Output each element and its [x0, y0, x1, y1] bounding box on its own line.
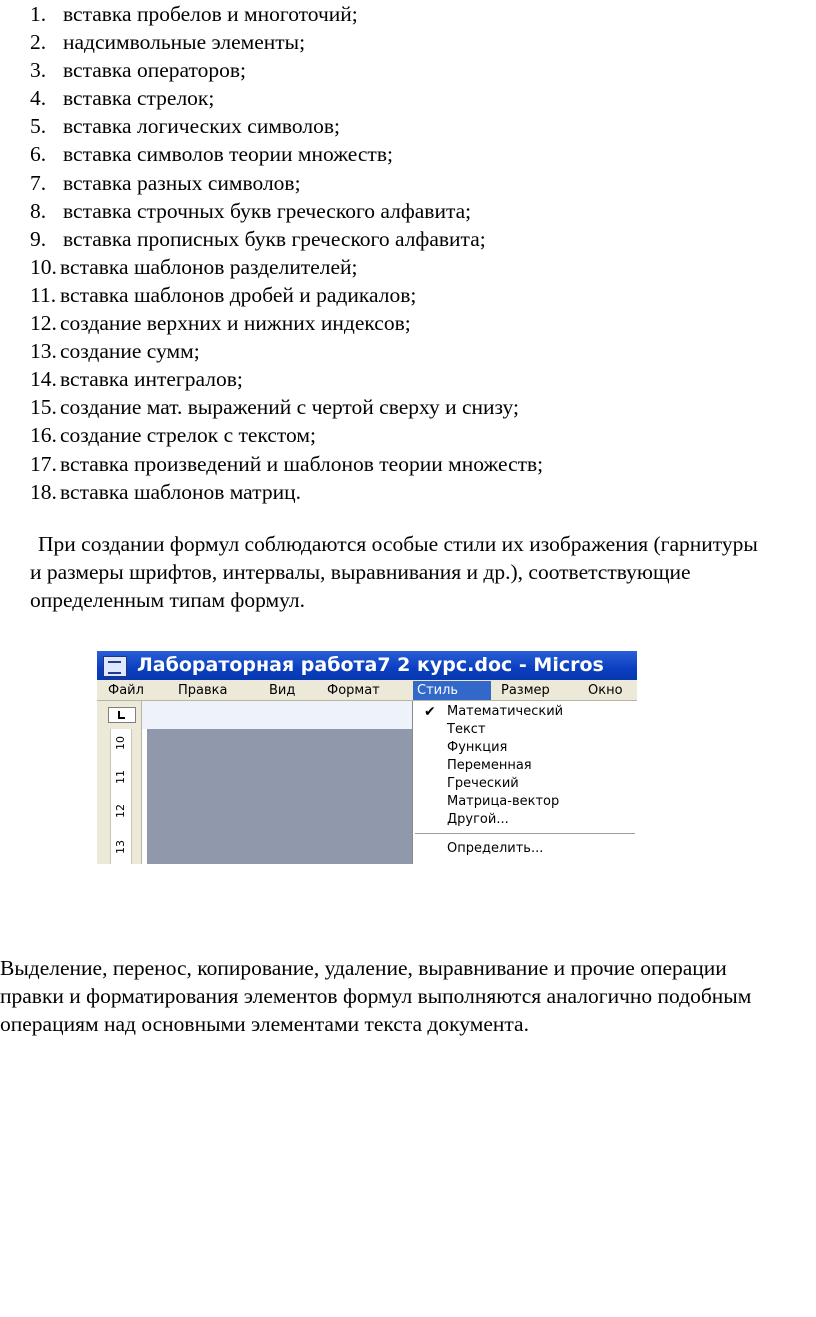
ruler-label: 10 — [114, 736, 127, 750]
list-text: вставка операторов; — [63, 58, 246, 83]
menu-option-greek[interactable]: Греческий — [447, 776, 519, 791]
menu-format[interactable]: Формат — [327, 683, 380, 698]
list-item — [30, 478, 543, 506]
menu-edit[interactable]: Правка — [178, 683, 228, 698]
list-number: 4. — [30, 86, 47, 111]
workspace-area — [147, 729, 412, 864]
list-item — [30, 84, 543, 112]
list-number: 2. — [30, 30, 47, 55]
list-number: 17. — [30, 451, 57, 476]
menu-option-variable[interactable]: Переменная — [447, 758, 532, 773]
list-number: 7. — [30, 170, 47, 195]
list-item — [30, 56, 543, 84]
list-number: 14. — [30, 367, 57, 392]
window-title-bar — [97, 651, 637, 680]
list-text: вставка символов теории множеств; — [63, 142, 393, 167]
list-number: 1. — [30, 2, 47, 26]
menu-style[interactable]: Стиль — [413, 681, 491, 700]
checkmark-icon: ✔ — [424, 704, 436, 720]
ruler-label: 11 — [114, 770, 127, 784]
vertical-ruler — [97, 701, 142, 864]
list-item — [30, 112, 543, 140]
list-number: 8. — [30, 198, 47, 223]
list-text: создание сумм; — [60, 339, 200, 364]
list-number: 15. — [30, 395, 57, 420]
window-title: Лабораторная работа7 2 курс.doc - Micros — [137, 654, 604, 676]
list-number: 5. — [30, 114, 47, 139]
list-number: 16. — [30, 423, 57, 448]
menu-file[interactable]: Файл — [108, 683, 144, 698]
list-text: вставка интегралов; — [60, 367, 243, 392]
word-document-icon — [103, 656, 127, 677]
list-text: вставка строчных букв греческого алфавита; — [63, 198, 472, 223]
list-text: вставка шаблонов разделителей; — [60, 254, 358, 279]
menu-option-text[interactable]: Текст — [447, 722, 486, 737]
list-number: 6. — [30, 142, 47, 167]
list-item — [30, 450, 543, 478]
list-number: 11. — [30, 282, 57, 307]
list-item — [30, 365, 543, 393]
list-text: вставка произведений и шаблонов теории множеств; — [60, 451, 544, 476]
ruler-scale — [110, 729, 132, 864]
list-text: создание стрелок с текстом; — [60, 423, 316, 448]
list-number: 13. — [30, 339, 57, 364]
list-number: 10. — [30, 254, 57, 279]
list-item — [30, 169, 543, 197]
list-number: 12. — [30, 311, 57, 336]
list-number: 9. — [30, 226, 47, 251]
editing-paragraph: Выделение, перенос, копирование, удаление, выравнивание и прочие операции правки и форматирования элементов формул выполняются аналогично подобным операциям над основными элементами текста документа. — [0, 956, 752, 1036]
menu-option-matrix-vector[interactable]: Матрица-вектор — [447, 794, 560, 809]
menu-separator — [415, 833, 635, 834]
list-number: 3. — [30, 58, 47, 83]
list-item — [30, 253, 543, 281]
list-item — [30, 28, 543, 56]
menu-option-define[interactable]: Определить... — [447, 841, 544, 856]
list-text: надсимвольные элементы; — [63, 30, 306, 55]
style-menu-dropdown — [412, 701, 637, 864]
list-text: вставка логических символов; — [63, 114, 341, 139]
styles-paragraph: При создании формул соблюдаются особые стили их изображения (гарнитуры и размеры шрифтов, интервалы, выравнивания и др.), соответствующие определенным типам формул. — [30, 532, 758, 612]
tab-stop-icon[interactable] — [108, 707, 136, 723]
menu-bar — [97, 680, 637, 701]
menu-option-other[interactable]: Другой... — [447, 812, 509, 827]
menu-option-math[interactable]: Математический — [447, 704, 564, 719]
list-text: вставка прописных букв греческого алфавита; — [63, 226, 486, 251]
ruler-label: 12 — [114, 804, 127, 818]
list-item — [30, 140, 543, 168]
document-area — [142, 701, 412, 729]
list-text: создание мат. выражений с чертой сверху и снизу; — [60, 395, 519, 420]
list-text: вставка шаблонов дробей и радикалов; — [60, 282, 417, 307]
list-number: 18. — [30, 479, 57, 504]
list-text: создание верхних и нижних индексов; — [60, 311, 411, 336]
list-item — [30, 281, 543, 309]
equation-editor-screenshot — [97, 651, 637, 864]
list-text: вставка разных символов; — [63, 170, 301, 195]
menu-view[interactable]: Вид — [269, 683, 296, 698]
menu-size[interactable]: Размер — [501, 683, 550, 698]
list-item — [30, 309, 543, 337]
ruler-label: 13 — [114, 840, 127, 854]
list-item — [30, 0, 543, 28]
list-text: вставка шаблонов матриц. — [60, 479, 301, 504]
list-text: вставка пробелов и многоточий; — [63, 2, 358, 26]
list-text: вставка стрелок; — [63, 86, 215, 111]
list-item — [30, 421, 543, 449]
list-item — [30, 337, 543, 365]
menu-option-function[interactable]: Функция — [447, 740, 508, 755]
list-item — [30, 393, 543, 421]
menu-window[interactable]: Окно — [588, 683, 623, 698]
list-item — [30, 197, 543, 225]
list-item — [30, 225, 543, 253]
numbered-list — [30, 0, 543, 506]
